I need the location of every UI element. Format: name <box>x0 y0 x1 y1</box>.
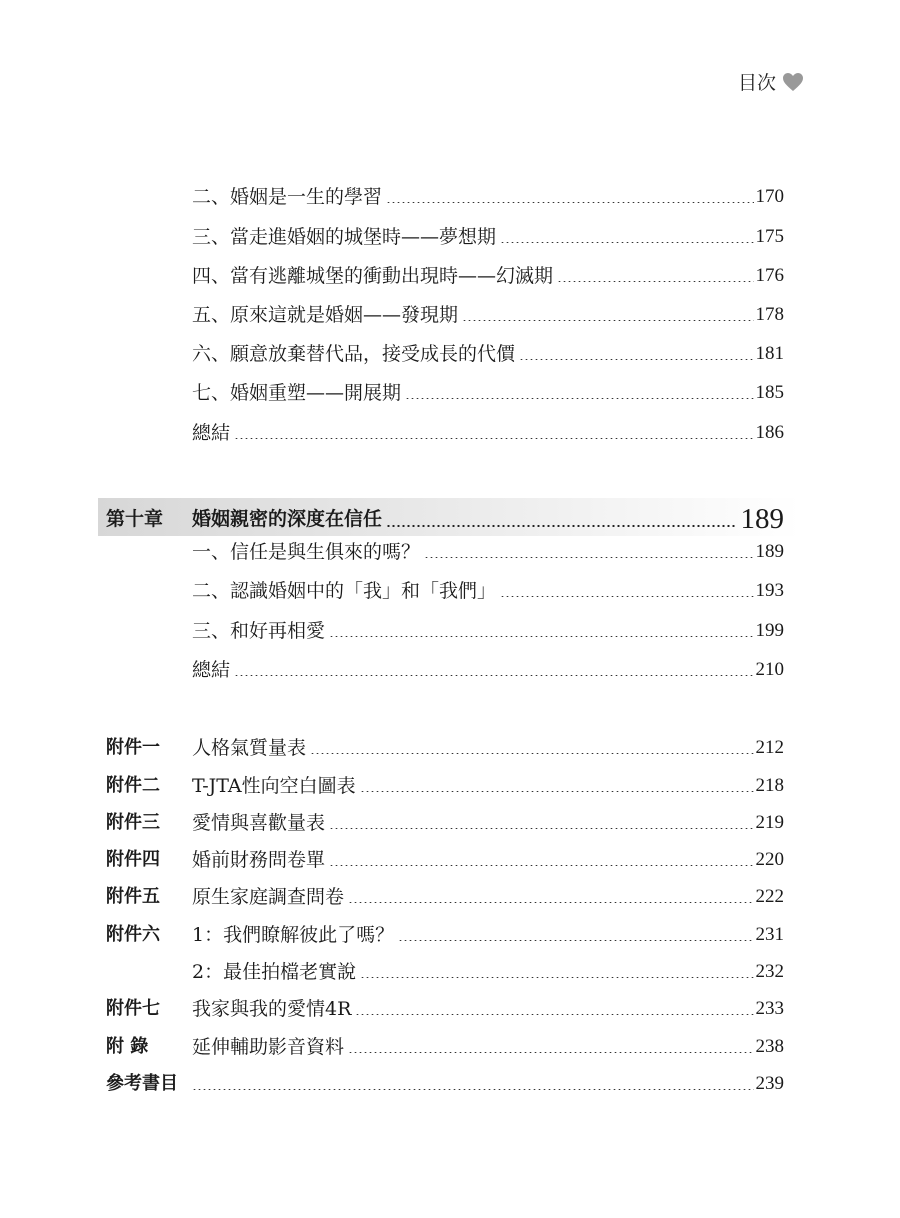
toc-entry-page: 178 <box>755 304 784 325</box>
toc-entry-page: 186 <box>755 422 784 443</box>
leader-dots <box>234 438 753 439</box>
toc-entry-label: 二、婚姻是一生的學習 <box>192 186 383 208</box>
leader-dots <box>386 202 753 203</box>
running-header <box>738 68 804 95</box>
appendix-entry[interactable] <box>106 882 784 912</box>
toc-entry[interactable] <box>192 300 784 330</box>
appendix-entry[interactable] <box>106 920 784 950</box>
toc-entry[interactable] <box>192 655 784 685</box>
appendix-page: 239 <box>755 1073 784 1094</box>
toc-entry-label: 總結 <box>192 422 231 444</box>
appendix-page: 222 <box>755 886 784 907</box>
toc-entry[interactable] <box>192 222 784 252</box>
toc-entry[interactable] <box>192 261 784 291</box>
appendix-tag: 附件七 <box>106 998 160 1019</box>
toc-entry-label: 三、當走進婚姻的城堡時——夢想期 <box>192 226 497 248</box>
appendix-tag: 附件二 <box>106 775 160 796</box>
appendix-entry[interactable] <box>106 1032 784 1062</box>
appendix-entry[interactable] <box>106 808 784 838</box>
toc-entry-label: 五、原來這就是婚姻——發現期 <box>192 304 459 326</box>
leader-dots <box>360 977 753 978</box>
appendix-entry[interactable] <box>106 771 784 801</box>
appendix-entry[interactable] <box>106 957 784 987</box>
appendix-label: 1：我們瞭解彼此了嗎？ <box>192 924 395 946</box>
chapter-title: 婚姻親密的深度在信任 <box>192 508 383 530</box>
toc-entry-label: 二、認識婚姻中的「我」和「我們」 <box>192 580 497 602</box>
toc-entry-label: 七、婚姻重塑——開展期 <box>192 382 402 404</box>
toc-entry-page: 210 <box>755 659 784 680</box>
appendix-label: 2：最佳拍檔老實說 <box>192 961 357 983</box>
appendix-tag: 參考書目 <box>106 1073 178 1094</box>
leader-dots <box>348 1052 753 1053</box>
leader-dots <box>329 865 753 866</box>
toc-entry[interactable] <box>192 339 784 369</box>
leader-dots <box>462 320 753 321</box>
toc-entry-page: 189 <box>755 541 784 562</box>
appendix-tag: 附件一 <box>106 737 160 758</box>
appendix-label: 原生家庭調查問卷 <box>192 886 345 908</box>
chapter-number: 第十章 <box>106 508 164 530</box>
appendix-tag: 附件四 <box>106 849 160 870</box>
appendix-tag: 附 錄 <box>106 1036 149 1057</box>
leader-dots <box>329 828 753 829</box>
chapter-page: 189 <box>740 503 784 535</box>
appendix-label: 延伸輔助影音資料 <box>192 1036 345 1058</box>
leader-dots <box>500 596 753 597</box>
appendix-tag: 附件五 <box>106 886 160 907</box>
appendix-page: 231 <box>755 924 784 945</box>
leader-dots <box>348 902 753 903</box>
leader-dots <box>557 281 753 282</box>
appendix-page: 212 <box>755 737 784 758</box>
toc-entry-page: 170 <box>755 186 784 207</box>
toc-entry[interactable] <box>192 418 784 448</box>
toc-entry-page: 176 <box>755 265 784 286</box>
toc-entry-page: 175 <box>755 226 784 247</box>
appendix-entry[interactable] <box>106 845 784 875</box>
leader-dots <box>360 791 754 792</box>
leader-dots <box>234 675 753 676</box>
leader-dots <box>405 398 753 399</box>
appendix-page: 218 <box>755 775 784 796</box>
appendix-label: T-JTA性向空白圖表 <box>192 775 356 797</box>
toc-entry-label: 一、信任是與生俱來的嗎？ <box>192 541 421 563</box>
toc-entry[interactable] <box>192 537 784 567</box>
leader-dots <box>398 940 753 941</box>
toc-entry-page: 185 <box>755 382 784 403</box>
toc-entry-label: 六、願意放棄替代品，接受成長的代價 <box>192 343 516 365</box>
header-title: 目次 <box>737 72 776 94</box>
toc-entry[interactable] <box>192 182 784 212</box>
appendix-page: 220 <box>755 849 784 870</box>
appendix-page: 232 <box>755 961 784 982</box>
chapter-heading[interactable] <box>106 500 784 536</box>
appendix-entry[interactable] <box>106 1069 784 1099</box>
leader-dots <box>355 1014 753 1015</box>
leader-dots <box>519 359 753 360</box>
appendix-label: 婚前財務問卷單 <box>192 849 326 871</box>
appendix-label: 我家與我的愛情4R <box>192 998 352 1020</box>
leader-dots <box>329 636 753 637</box>
toc-entry-page: 181 <box>755 343 784 364</box>
appendix-page: 238 <box>755 1036 784 1057</box>
toc-entry[interactable] <box>192 616 784 646</box>
toc-entry-label: 四、當有逃離城堡的衝動出現時——幻滅期 <box>192 265 554 287</box>
appendix-page: 219 <box>755 812 784 833</box>
heart-icon <box>782 72 804 92</box>
leader-dots <box>192 1089 754 1090</box>
toc-entry-label: 三、和好再相愛 <box>192 620 326 642</box>
appendix-page: 233 <box>755 998 784 1019</box>
toc-entry[interactable] <box>192 576 784 606</box>
toc-entry-page: 199 <box>755 620 784 641</box>
leader-dots <box>424 557 753 558</box>
leader-dots <box>386 525 736 527</box>
leader-dots <box>500 242 753 243</box>
appendix-tag: 附件六 <box>106 924 160 945</box>
appendix-tag: 附件三 <box>106 812 160 833</box>
toc-entry[interactable] <box>192 378 784 408</box>
appendix-entry[interactable] <box>106 994 784 1024</box>
appendix-entry[interactable] <box>106 733 784 763</box>
appendix-label: 人格氣質量表 <box>192 737 307 759</box>
leader-dots <box>310 753 753 754</box>
toc-entry-label: 總結 <box>192 659 231 681</box>
appendix-label: 愛情與喜歡量表 <box>192 812 326 834</box>
toc-entry-page: 193 <box>755 580 784 601</box>
